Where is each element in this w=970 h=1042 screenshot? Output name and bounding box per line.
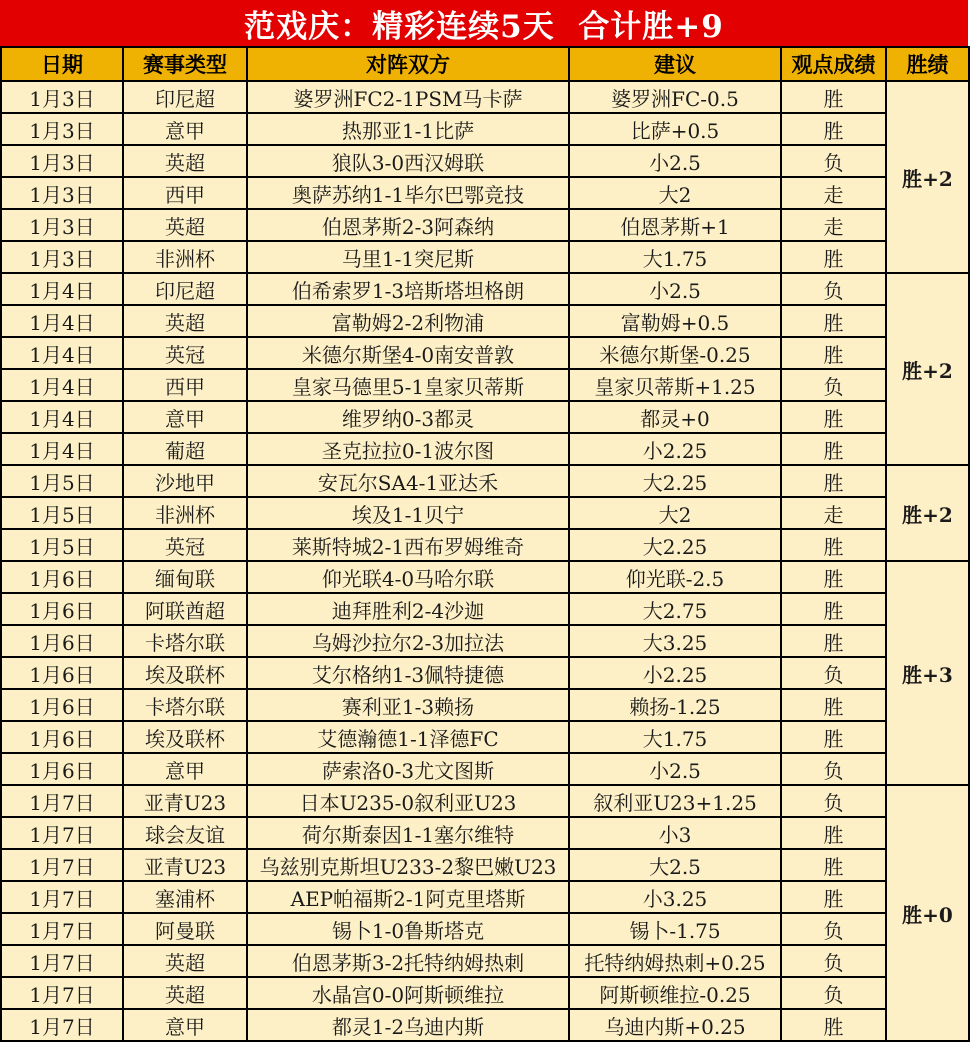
match-cell: AEP帕福斯2-1阿克里塔斯 [247,881,569,913]
tip-cell: 大1.75 [569,721,781,753]
league-cell: 埃及联杯 [123,657,247,689]
tip-cell: 阿斯顿维拉-0.25 [569,977,781,1009]
outcome-cell: 胜 [781,529,886,561]
table-row [1,913,969,945]
date-cell: 1月5日 [1,465,123,497]
date-cell: 1月4日 [1,305,123,337]
tip-cell: 大2.5 [569,849,781,881]
header-streak: 胜绩 [886,47,969,81]
match-cell: 伯恩茅斯3-2托特纳姆热刺 [247,945,569,977]
table-row [1,401,969,433]
match-cell: 艾德瀚德1-1泽德FC [247,721,569,753]
tip-cell: 都灵+0 [569,401,781,433]
date-cell: 1月6日 [1,657,123,689]
results-table [0,46,970,1042]
league-cell: 缅甸联 [123,561,247,593]
league-cell: 塞浦杯 [123,881,247,913]
league-cell: 西甲 [123,369,247,401]
outcome-cell: 负 [781,913,886,945]
table-row [1,529,969,561]
league-cell: 英超 [123,145,247,177]
league-cell: 英超 [123,977,247,1009]
tip-cell: 小3 [569,817,781,849]
tip-cell: 富勒姆+0.5 [569,305,781,337]
league-cell: 英超 [123,209,247,241]
tip-cell: 小2.5 [569,273,781,305]
match-cell: 皇家马德里5-1皇家贝蒂斯 [247,369,569,401]
streak-cell: 胜+0 [886,785,969,1041]
tip-cell: 叙利亚U23+1.25 [569,785,781,817]
date-cell: 1月7日 [1,817,123,849]
table-row [1,1009,969,1041]
league-cell: 球会友谊 [123,817,247,849]
date-cell: 1月6日 [1,753,123,785]
outcome-cell: 胜 [781,881,886,913]
header-tip: 建议 [569,47,781,81]
date-cell: 1月3日 [1,177,123,209]
tip-cell: 米德尔斯堡-0.25 [569,337,781,369]
table-row [1,945,969,977]
league-cell: 沙地甲 [123,465,247,497]
tip-cell: 锡卜-1.75 [569,913,781,945]
table-row [1,593,969,625]
match-cell: 埃及1-1贝宁 [247,497,569,529]
table-row [1,689,969,721]
outcome-cell: 走 [781,497,886,529]
date-cell: 1月7日 [1,945,123,977]
tip-cell: 大1.75 [569,241,781,273]
streak-cell: 胜+2 [886,465,969,561]
match-cell: 艾尔格纳1-3佩特捷德 [247,657,569,689]
date-cell: 1月6日 [1,561,123,593]
date-cell: 1月6日 [1,593,123,625]
league-cell: 埃及联杯 [123,721,247,753]
date-cell: 1月6日 [1,689,123,721]
table-row [1,113,969,145]
table-row [1,305,969,337]
match-cell: 奥萨苏纳1-1毕尔巴鄂竞技 [247,177,569,209]
tip-cell: 乌迪内斯+0.25 [569,1009,781,1041]
table-row [1,497,969,529]
outcome-cell: 负 [781,977,886,1009]
league-cell: 英超 [123,305,247,337]
date-cell: 1月5日 [1,529,123,561]
league-cell: 葡超 [123,433,247,465]
tip-cell: 仰光联-2.5 [569,561,781,593]
date-cell: 1月3日 [1,145,123,177]
date-cell: 1月4日 [1,401,123,433]
league-cell: 意甲 [123,753,247,785]
date-cell: 1月4日 [1,369,123,401]
table-row [1,561,969,593]
match-cell: 水晶宫0-0阿斯顿维拉 [247,977,569,1009]
date-cell: 1月7日 [1,785,123,817]
league-cell: 英冠 [123,529,247,561]
date-cell: 1月7日 [1,1009,123,1041]
league-cell: 阿联酋超 [123,593,247,625]
tip-cell: 皇家贝蒂斯+1.25 [569,369,781,401]
tip-cell: 婆罗洲FC-0.5 [569,81,781,113]
header-date: 日期 [1,47,123,81]
outcome-cell: 胜 [781,817,886,849]
streak-cell: 胜+2 [886,273,969,465]
date-cell: 1月4日 [1,273,123,305]
outcome-cell: 负 [781,785,886,817]
tip-cell: 大2.25 [569,465,781,497]
date-cell: 1月5日 [1,497,123,529]
league-cell: 意甲 [123,1009,247,1041]
header-league: 赛事类型 [123,47,247,81]
match-cell: 日本U235-0叙利亚U23 [247,785,569,817]
match-cell: 乌姆沙拉尔2-3加拉法 [247,625,569,657]
header-match: 对阵双方 [247,47,569,81]
outcome-cell: 胜 [781,689,886,721]
outcome-cell: 负 [781,945,886,977]
outcome-cell: 胜 [781,401,886,433]
league-cell: 西甲 [123,177,247,209]
tip-cell: 伯恩茅斯+1 [569,209,781,241]
date-cell: 1月7日 [1,977,123,1009]
match-cell: 赛利亚1-3赖扬 [247,689,569,721]
table-row [1,657,969,689]
table-row [1,369,969,401]
date-cell: 1月3日 [1,81,123,113]
tip-cell: 大2.75 [569,593,781,625]
match-cell: 锡卜1-0鲁斯塔克 [247,913,569,945]
match-cell: 都灵1-2乌迪内斯 [247,1009,569,1041]
tip-cell: 大2 [569,497,781,529]
table-row [1,433,969,465]
match-cell: 乌兹别克斯坦U233-2黎巴嫩U23 [247,849,569,881]
date-cell: 1月7日 [1,913,123,945]
table-row [1,753,969,785]
tip-cell: 小2.5 [569,145,781,177]
match-cell: 圣克拉拉0-1波尔图 [247,433,569,465]
table-row [1,881,969,913]
tip-cell: 托特纳姆热刺+0.25 [569,945,781,977]
outcome-cell: 胜 [781,1009,886,1041]
league-cell: 亚青U23 [123,849,247,881]
table-row [1,977,969,1009]
tip-cell: 比萨+0.5 [569,113,781,145]
outcome-cell: 胜 [781,81,886,113]
match-cell: 富勒姆2-2利物浦 [247,305,569,337]
match-cell: 婆罗洲FC2-1PSM马卡萨 [247,81,569,113]
outcome-cell: 负 [781,657,886,689]
tip-cell: 大2 [569,177,781,209]
league-cell: 英超 [123,945,247,977]
streak-cell: 胜+3 [886,561,969,785]
date-cell: 1月7日 [1,849,123,881]
date-cell: 1月7日 [1,881,123,913]
table-row [1,785,969,817]
outcome-cell: 胜 [781,337,886,369]
match-cell: 马里1-1突尼斯 [247,241,569,273]
match-cell: 莱斯特城2-1西布罗姆维奇 [247,529,569,561]
match-cell: 荷尔斯泰因1-1塞尔维特 [247,817,569,849]
outcome-cell: 胜 [781,593,886,625]
match-cell: 米德尔斯堡4-0南安普敦 [247,337,569,369]
date-cell: 1月4日 [1,337,123,369]
tip-cell: 小2.25 [569,433,781,465]
league-cell: 阿曼联 [123,913,247,945]
match-cell: 安瓦尔SA4-1亚达禾 [247,465,569,497]
tip-cell: 赖扬-1.25 [569,689,781,721]
table-row [1,721,969,753]
tip-cell: 大3.25 [569,625,781,657]
outcome-cell: 胜 [781,433,886,465]
table-row [1,81,969,113]
date-cell: 1月6日 [1,721,123,753]
match-cell: 伯恩茅斯2-3阿森纳 [247,209,569,241]
table-row [1,625,969,657]
outcome-cell: 胜 [781,561,886,593]
header-outcome: 观点成绩 [781,47,886,81]
outcome-cell: 胜 [781,721,886,753]
table-row [1,145,969,177]
outcome-cell: 胜 [781,465,886,497]
streak-cell: 胜+2 [886,81,969,273]
match-cell: 维罗纳0-3都灵 [247,401,569,433]
match-cell: 狼队3-0西汉姆联 [247,145,569,177]
league-cell: 意甲 [123,401,247,433]
date-cell: 1月3日 [1,209,123,241]
outcome-cell: 负 [781,369,886,401]
outcome-cell: 负 [781,273,886,305]
header-row [1,47,969,81]
tip-cell: 小3.25 [569,881,781,913]
table-row [1,817,969,849]
page-title: 范戏庆：精彩连续5天 合计胜+9 [0,0,968,46]
match-cell: 伯希索罗1-3培斯塔坦格朗 [247,273,569,305]
date-cell: 1月6日 [1,625,123,657]
outcome-cell: 走 [781,177,886,209]
league-cell: 意甲 [123,113,247,145]
table-row [1,177,969,209]
table-row [1,209,969,241]
match-cell: 萨索洛0-3尤文图斯 [247,753,569,785]
table-row [1,465,969,497]
table-header [1,47,969,81]
league-cell: 印尼超 [123,81,247,113]
table-row [1,337,969,369]
outcome-cell: 负 [781,753,886,785]
outcome-cell: 胜 [781,305,886,337]
league-cell: 卡塔尔联 [123,689,247,721]
outcome-cell: 胜 [781,241,886,273]
date-cell: 1月3日 [1,241,123,273]
league-cell: 印尼超 [123,273,247,305]
outcome-cell: 胜 [781,849,886,881]
outcome-cell: 负 [781,145,886,177]
match-cell: 热那亚1-1比萨 [247,113,569,145]
table-body [1,81,969,1041]
outcome-cell: 走 [781,209,886,241]
table-row [1,273,969,305]
match-cell: 仰光联4-0马哈尔联 [247,561,569,593]
tip-cell: 小2.25 [569,657,781,689]
league-cell: 英冠 [123,337,247,369]
league-cell: 非洲杯 [123,497,247,529]
tip-cell: 大2.25 [569,529,781,561]
outcome-cell: 胜 [781,625,886,657]
table-row [1,241,969,273]
date-cell: 1月3日 [1,113,123,145]
league-cell: 亚青U23 [123,785,247,817]
date-cell: 1月4日 [1,433,123,465]
league-cell: 非洲杯 [123,241,247,273]
outcome-cell: 胜 [781,113,886,145]
tip-cell: 小2.5 [569,753,781,785]
match-cell: 迪拜胜利2-4沙迦 [247,593,569,625]
league-cell: 卡塔尔联 [123,625,247,657]
table-row [1,849,969,881]
